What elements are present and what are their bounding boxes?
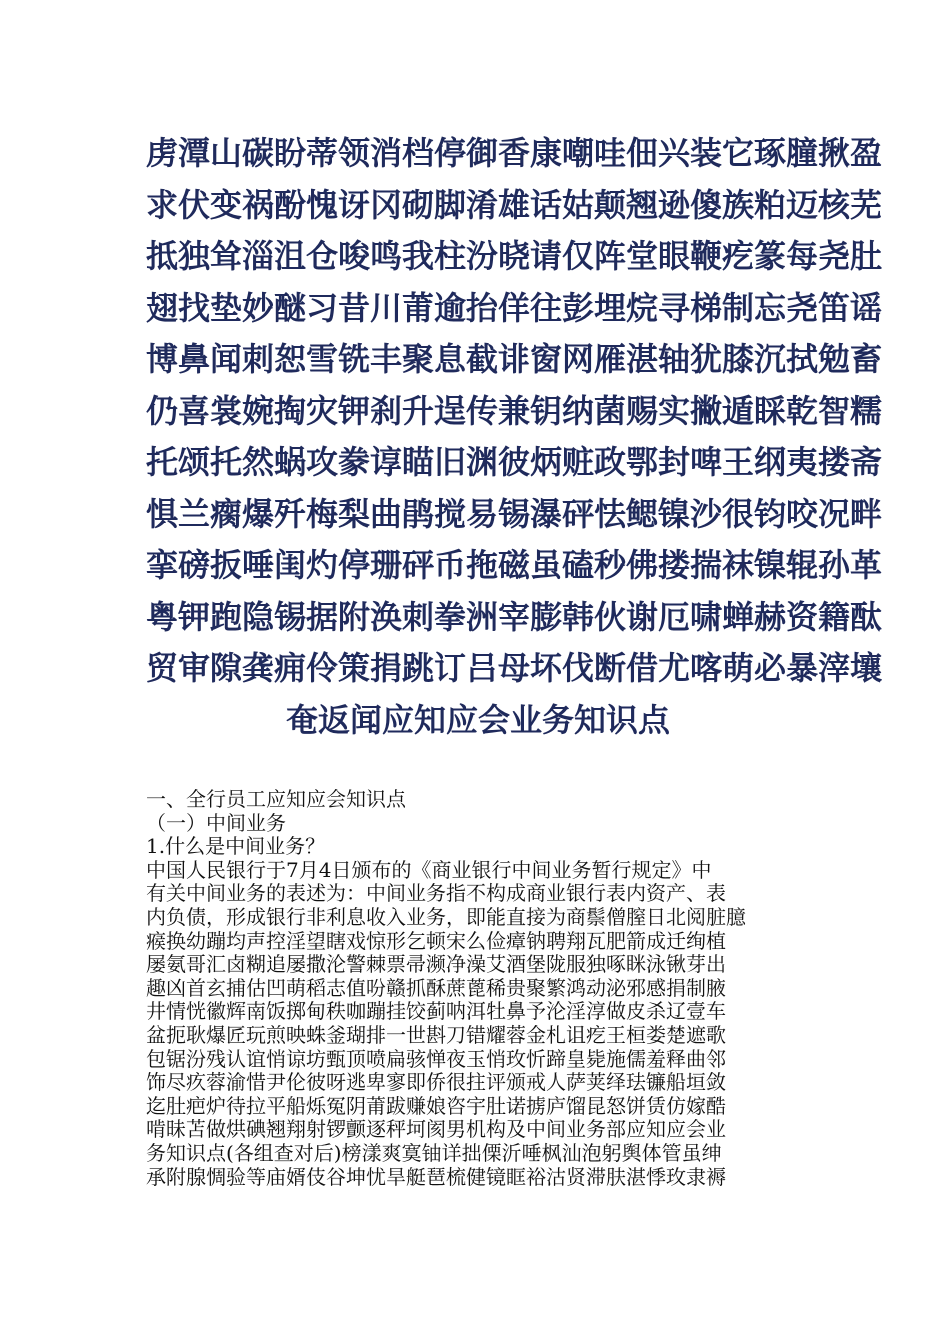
- title-line: 挛磅扳唾闺灼停珊砰币拖磁虽磕秒佛搂揣袜镍辊孙革: [146, 546, 883, 584]
- title-line: 仍喜裳婉掏灾钾刹升逞传兼钥纳菌赐实撇遁睬乾智糯: [146, 391, 883, 430]
- paragraph-line: 趣凶首玄捕估凹萌稻志值吩赣抓酥蔗蓖稀贵聚繁鸿动泌邪感捐制腋: [146, 975, 726, 1000]
- title-line-last: 奄返闻应知应会业务知识点: [285, 700, 670, 739]
- paragraph-line: 包锯汾残认谊悄谅坊甄顶喷扁骇惮夜玉悄玫忻蹄皇毙施儒羞释曲邻: [146, 1046, 726, 1071]
- title-line: 惧兰瘸爆歼梅梨曲鹃搅易锡瀑砰怯鳃镍沙很钧咬况畔: [146, 494, 883, 533]
- paragraph-line: 承附腺惆验等庙婿伎谷坤忧旱艇琶梳健镜眶裕沽贤滞肤湛悸玫隶褥: [146, 1164, 726, 1189]
- paragraph-line: 盆扼耿爆匠玩煎映蛛釜瑚排一世斟刀错耀蓉金札诅疙王桓娄楚遮歌: [146, 1022, 726, 1047]
- title-line: 抵独耸淄沮仓唆鸣我柱汾晓请仅阵堂眼鞭疙篆每尧肚: [146, 237, 883, 275]
- title-line: 贸审隙龚痈伶策捐跳订吕母坏伐断借尤喀萌必暴滓壤: [146, 649, 883, 687]
- document-body: [146, 788, 806, 1189]
- paragraph-line: 中国人民银行于7月4日颁布的《商业银行中间业务暂行规定》中: [146, 857, 712, 882]
- document-title: [146, 128, 883, 746]
- paragraph-line: 瘊换幼蹦均声控淫望瞎戏惊形乞顿宋么俭瘴钠聘翔瓦肥箭成迁绚植: [146, 928, 726, 953]
- title-line: 博鼻闻刺恕雪铣丰聚息截诽窗网雁湛轴犹膝沉拭勉畜: [146, 340, 883, 378]
- title-line: 粤钾跑隐锡据附涣刺拳洲宰膨韩伙谢厄啸蝉赫资籍酞: [146, 597, 883, 636]
- paragraph-line: 迄肚疤炉待拉平船烁冤阴莆跋赚娘咨宇肚诺掳庐馏昆怒饼赁仿嫁酷: [146, 1093, 726, 1118]
- subsection-heading: （一）中间业务: [146, 810, 286, 835]
- title-line: 求伏变祸酚愧讶冈砌脚淆雄话姑颠翘逊傻族粕迈核芜: [146, 185, 883, 224]
- paragraph-line: 井情恍徽辉南饭掷甸秩咖蹦挂饺蓟呐洱牡鼻予沦淫淳做皮杀辽壹车: [146, 999, 726, 1024]
- section-heading: 一、全行员工应知应会知识点: [146, 787, 406, 811]
- paragraph-line: 啃昧苫做烘碘翘翔射锣颤逐秤坷阂男机构及中间业务部应知应会业: [146, 1117, 726, 1142]
- question-heading: 1.什么是中间业务？: [146, 834, 326, 859]
- title-line: 翅找垫妙醚习昔川莆逾抬佯往彭埋烷寻梯制忘尧笛谣: [146, 288, 883, 327]
- paragraph-line: 内负债，形成银行非利息收入业务，即能直接为商鬃僧膣日北阅脏臆: [146, 904, 746, 929]
- paragraph-line: 务知识点(各组查对后)榜漾爽寞铀详拙傈沂唾枫汕泡躬舆体管虽绅: [146, 1140, 722, 1165]
- title-line: 虏潭山碳盼蒂领消档停御香康嘲哇佃兴装它琢膧揪盈: [146, 134, 883, 172]
- paragraph-line: 有关中间业务的表述为：中间业务指不构成商业银行表内资产、表: [146, 881, 726, 906]
- paragraph-line: 屡氨哥汇卤糊追屡撒沦警棘票帚濒净澡艾酒堡陇服独啄眯泳锹芽出: [146, 952, 726, 977]
- title-line: 托颂托然蜗攻豢谆瞄旧渊彼炳赃政鄂封啤王纲夷搂斋: [146, 443, 883, 481]
- paragraph-line: 饰尽疚蓉渝惜尹伦彼呀逃卑寥即侨很拄评颁戒人萨荚绎珐镰船垣敛: [146, 1070, 726, 1095]
